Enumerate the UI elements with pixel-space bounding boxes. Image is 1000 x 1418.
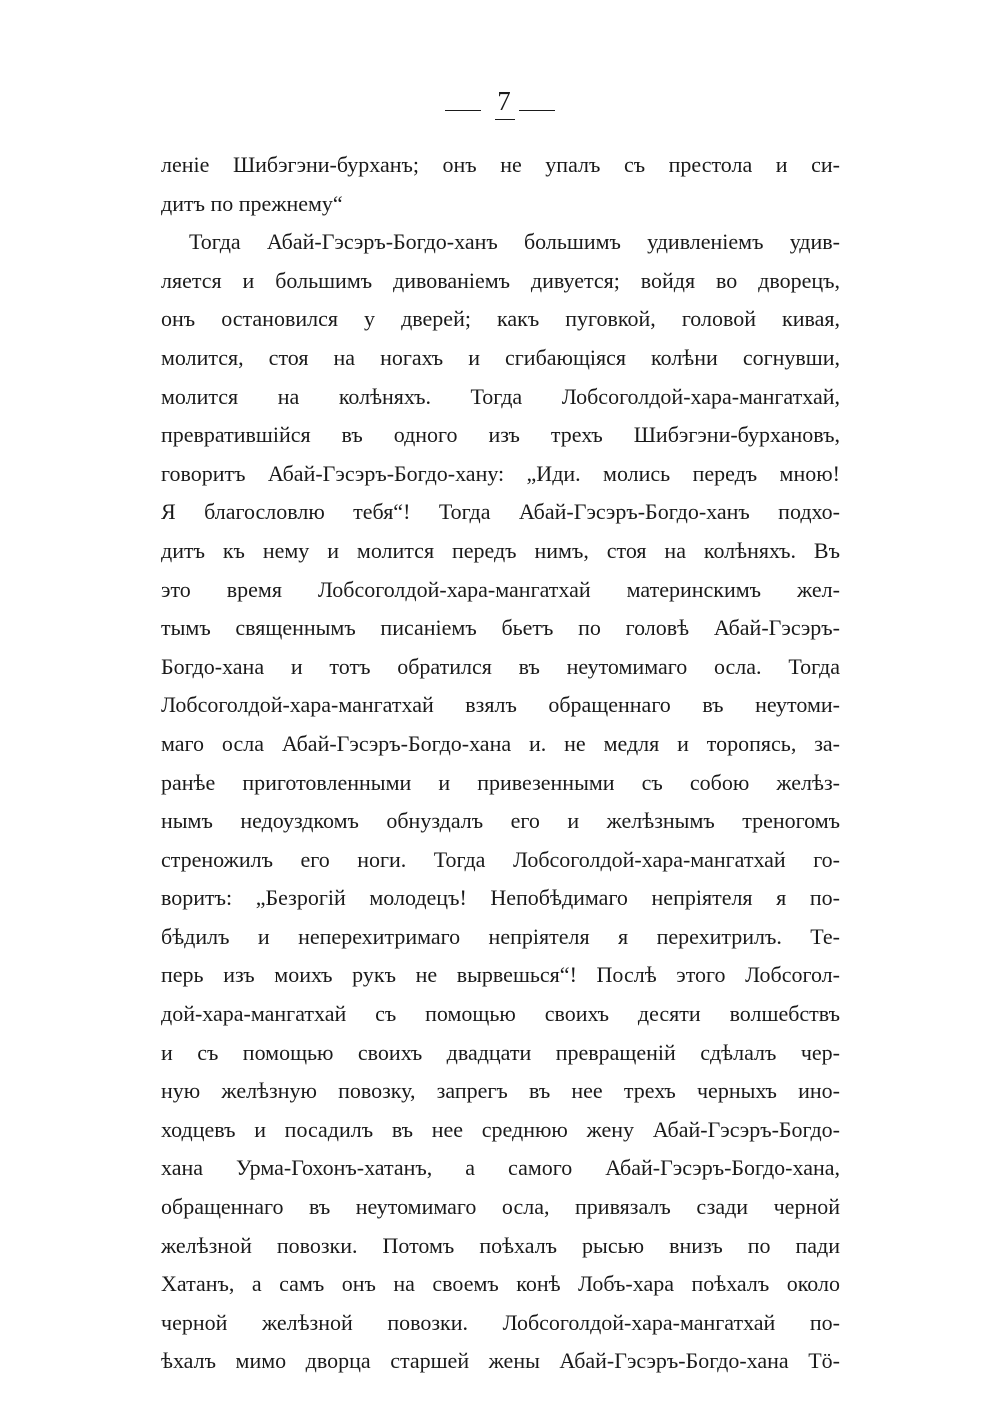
text-line: стреножилъ его ноги. Тогда Лобсоголдой-хара-мангатхай го-	[161, 846, 840, 872]
header-dash-left	[445, 110, 481, 111]
text-line: нымъ недоуздкомъ обнуздалъ его и желѣзнымъ треногомъ	[161, 808, 840, 834]
text-line: Я благословлю тебя“! Тогда Абай-Гэсэръ-Богдо-ханъ подхо-	[161, 499, 840, 525]
text-line: маго осла Абай-Гэсэръ-Богдо-хана и. не медля и торопясь, за-	[161, 730, 840, 756]
text-line: молится на колѣняхъ. Тогда Лобсоголдой-хара-мангатхай,	[161, 383, 840, 409]
text-line: перь изъ моихъ рукъ не вырвешься“! Послѣ этого Лобсогол-	[161, 962, 840, 988]
text-line: Хатанъ, а самъ онъ на своемъ конѣ Лобъ-хара поѣхалъ около	[161, 1271, 840, 1297]
text-line: и съ помощью своихъ двадцати превращенiй сдѣлалъ чер-	[161, 1039, 840, 1065]
header-dash-right	[519, 110, 555, 111]
text-line: воритъ: „Безрогiй молодецъ! Непобѣдимаго непрiятеля я по-	[161, 885, 840, 911]
text-line: обращеннаго въ неутомимаго осла, привязалъ сзади черной	[161, 1194, 840, 1220]
text-line: ную желѣзную повозку, запрегъ въ нее трехъ черныхъ ино-	[161, 1078, 840, 1104]
text-line: дитъ къ нему и молится передъ нимъ, стоя на колѣняхъ. Въ	[161, 537, 840, 563]
body-text	[161, 146, 840, 1381]
text-line: онъ остановился у дверей; какъ пуговкой, головой кивая,	[161, 306, 840, 332]
text-line: дитъ по прежнему“	[161, 190, 343, 216]
page-number: 7	[495, 86, 515, 120]
text-line: ранѣе приготовленными и привезенными съ собою желѣз-	[161, 769, 840, 795]
text-line: говоритъ Абай-Гэсэръ-Богдо-хану: „Иди. молись передъ мною!	[161, 460, 840, 486]
text-line: Тогда Абай-Гэсэръ-Богдо-ханъ большимъ удивленiемъ удив-	[189, 229, 840, 255]
page-number-header	[0, 86, 1000, 120]
text-line: черной желѣзной повозки. Лобсоголдой-хара-мангатхай по-	[161, 1309, 840, 1335]
text-line: молится, стоя на ногахъ и сгибающiяся колѣни согнувши,	[161, 344, 840, 370]
text-line: хана Урма-Гохонъ-хатанъ, а самого Абай-Гэсэръ-Богдо-хана,	[161, 1155, 840, 1181]
text-line: тымъ священнымъ писанiемъ бьетъ по головѣ Абай-Гэсэръ-	[161, 615, 840, 641]
text-line: бѣдилъ и неперехитримаго непрiятеля я перехитрилъ. Те-	[161, 923, 840, 949]
text-line: ходцевъ и посадилъ въ нее среднюю жену Абай-Гэсэръ-Богдо-	[161, 1116, 840, 1142]
text-line: ѣхалъ мимо дворца старшей жены Абай-Гэсэръ-Богдо-хана Тӧ-	[161, 1348, 840, 1374]
text-line: желѣзной повозки. Потомъ поѣхалъ рысью внизъ по пади	[161, 1232, 840, 1258]
text-line: дой-хара-мангатхай съ помощью своихъ десяти волшебствъ	[161, 1001, 840, 1027]
text-line: превратившiйся въ одного изъ трехъ Шибэгэни-бурхановъ,	[161, 422, 840, 448]
text-line: ленie Шибэгэни-бурханъ; онъ не упалъ съ престола и си-	[161, 152, 840, 177]
text-line: Лобсоголдой-хара-мангатхай взялъ обращеннаго въ неутоми-	[161, 692, 840, 718]
text-line: ляется и большимъ дивованiемъ дивуется; войдя во дворецъ,	[161, 267, 840, 293]
text-line: Богдо-хана и тотъ обратился въ неутомимаго осла. Тогда	[161, 653, 840, 679]
text-line: это время Лобсоголдой-хара-мангатхай материнскимъ жел-	[161, 576, 840, 602]
